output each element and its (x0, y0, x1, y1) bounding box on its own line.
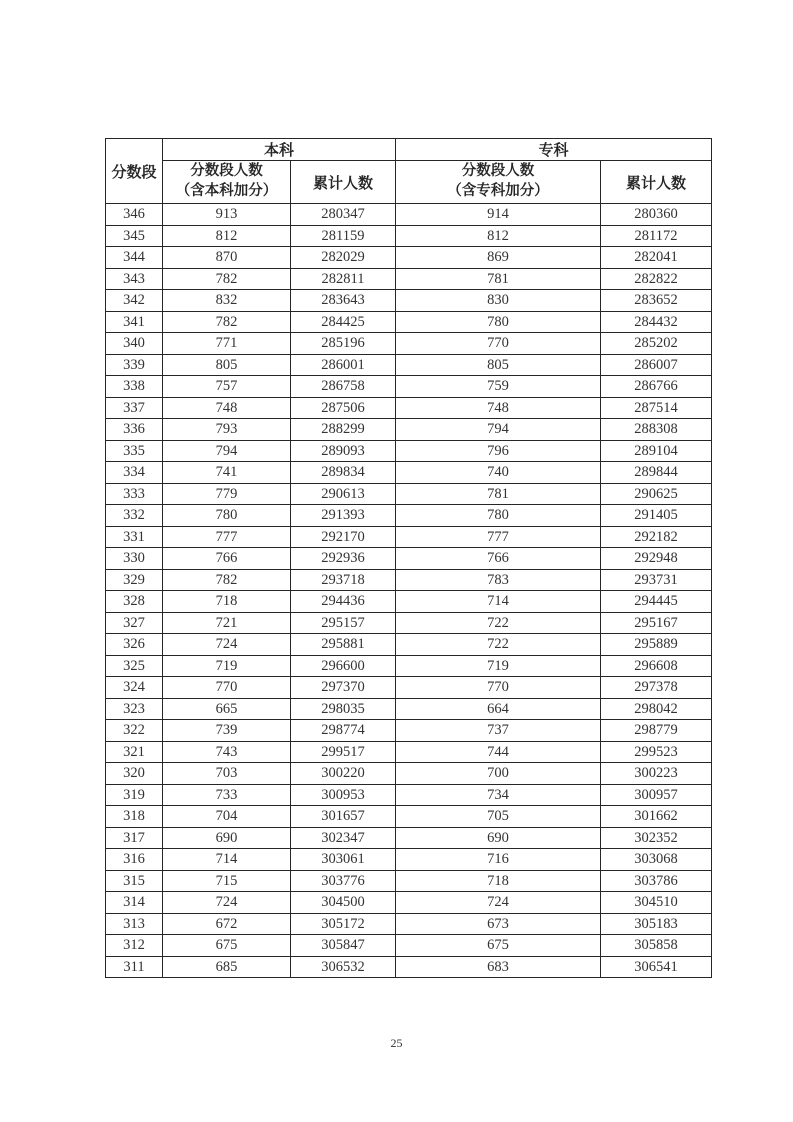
college-cumulative-cell: 300223 (601, 763, 712, 785)
college-cumulative-cell: 292948 (601, 548, 712, 570)
undergrad-cumulative-cell: 285196 (291, 333, 396, 355)
header-college-segment-count-line2: （含专科加分） (447, 183, 549, 199)
college-cumulative-cell: 284432 (601, 311, 712, 333)
undergrad-cumulative-cell: 284425 (291, 311, 396, 333)
college-cumulative-cell: 302352 (601, 827, 712, 849)
table-row (106, 720, 712, 742)
table-columns-header-row (106, 161, 712, 204)
undergrad-segment-count-cell: 741 (163, 462, 291, 484)
undergrad-segment-count-cell: 703 (163, 763, 291, 785)
table-row (106, 806, 712, 828)
table-row (106, 419, 712, 441)
college-segment-count-cell: 705 (396, 806, 601, 828)
table-row (106, 913, 712, 935)
undergrad-cumulative-cell: 298774 (291, 720, 396, 742)
table-row (106, 827, 712, 849)
college-cumulative-cell: 293731 (601, 569, 712, 591)
undergrad-cumulative-cell: 282811 (291, 268, 396, 290)
college-cumulative-cell: 282041 (601, 247, 712, 269)
undergrad-segment-count-cell: 690 (163, 827, 291, 849)
undergrad-segment-count-cell: 672 (163, 913, 291, 935)
college-segment-count-cell: 664 (396, 698, 601, 720)
score-segment-cell: 332 (106, 505, 163, 527)
college-cumulative-cell: 295889 (601, 634, 712, 656)
undergrad-cumulative-cell: 289834 (291, 462, 396, 484)
college-cumulative-cell: 280360 (601, 204, 712, 226)
table-row (106, 655, 712, 677)
undergrad-segment-count-cell: 913 (163, 204, 291, 226)
undergrad-segment-count-cell: 794 (163, 440, 291, 462)
score-segment-cell: 340 (106, 333, 163, 355)
header-college-segment-count (396, 161, 601, 204)
undergrad-segment-count-cell: 743 (163, 741, 291, 763)
table-row (106, 462, 712, 484)
score-segment-cell: 341 (106, 311, 163, 333)
score-segment-cell: 318 (106, 806, 163, 828)
undergrad-cumulative-cell: 303061 (291, 849, 396, 871)
undergrad-segment-count-cell: 665 (163, 698, 291, 720)
table-row (106, 397, 712, 419)
college-cumulative-cell: 286007 (601, 354, 712, 376)
college-segment-count-cell: 690 (396, 827, 601, 849)
undergrad-segment-count-cell: 771 (163, 333, 291, 355)
college-cumulative-cell: 288308 (601, 419, 712, 441)
header-group-college: 专科 (396, 139, 712, 161)
table-row (106, 677, 712, 699)
score-segment-cell: 313 (106, 913, 163, 935)
college-cumulative-cell: 300957 (601, 784, 712, 806)
table-row (106, 935, 712, 957)
score-segment-cell: 311 (106, 956, 163, 978)
college-segment-count-cell: 716 (396, 849, 601, 871)
score-segment-cell: 333 (106, 483, 163, 505)
undergrad-cumulative-cell: 295881 (291, 634, 396, 656)
college-cumulative-cell: 303068 (601, 849, 712, 871)
score-segment-cell: 342 (106, 290, 163, 312)
college-segment-count-cell: 748 (396, 397, 601, 419)
score-table-body (106, 204, 712, 978)
undergrad-cumulative-cell: 305172 (291, 913, 396, 935)
college-cumulative-cell: 292182 (601, 526, 712, 548)
undergrad-cumulative-cell: 303776 (291, 870, 396, 892)
header-college-cumulative: 累计人数 (601, 161, 712, 204)
table-row (106, 440, 712, 462)
college-segment-count-cell: 675 (396, 935, 601, 957)
undergrad-cumulative-cell: 292936 (291, 548, 396, 570)
college-segment-count-cell: 770 (396, 677, 601, 699)
college-segment-count-cell: 759 (396, 376, 601, 398)
score-segment-cell: 334 (106, 462, 163, 484)
score-segment-cell: 316 (106, 849, 163, 871)
undergrad-cumulative-cell: 282029 (291, 247, 396, 269)
undergrad-segment-count-cell: 782 (163, 268, 291, 290)
score-segment-cell: 324 (106, 677, 163, 699)
undergrad-cumulative-cell: 287506 (291, 397, 396, 419)
college-segment-count-cell: 734 (396, 784, 601, 806)
table-row (106, 225, 712, 247)
college-segment-count-cell: 781 (396, 483, 601, 505)
table-row (106, 311, 712, 333)
undergrad-cumulative-cell: 289093 (291, 440, 396, 462)
college-cumulative-cell: 296608 (601, 655, 712, 677)
table-row (106, 247, 712, 269)
undergrad-cumulative-cell: 292170 (291, 526, 396, 548)
undergrad-segment-count-cell: 770 (163, 677, 291, 699)
table-row (106, 290, 712, 312)
college-cumulative-cell: 281172 (601, 225, 712, 247)
score-segment-cell: 329 (106, 569, 163, 591)
score-segment-cell: 330 (106, 548, 163, 570)
score-segment-cell: 319 (106, 784, 163, 806)
undergrad-cumulative-cell: 288299 (291, 419, 396, 441)
table-row (106, 354, 712, 376)
table-row (106, 204, 712, 226)
score-segment-cell: 345 (106, 225, 163, 247)
header-college-segment-count-line1: 分数段人数 (461, 163, 535, 180)
college-cumulative-cell: 295167 (601, 612, 712, 634)
score-segment-cell: 323 (106, 698, 163, 720)
college-segment-count-cell: 766 (396, 548, 601, 570)
college-segment-count-cell: 719 (396, 655, 601, 677)
college-cumulative-cell: 290625 (601, 483, 712, 505)
college-segment-count-cell: 718 (396, 870, 601, 892)
undergrad-segment-count-cell: 715 (163, 870, 291, 892)
college-cumulative-cell: 283652 (601, 290, 712, 312)
undergrad-segment-count-cell: 832 (163, 290, 291, 312)
undergrad-cumulative-cell: 302347 (291, 827, 396, 849)
score-segment-cell: 322 (106, 720, 163, 742)
college-segment-count-cell: 869 (396, 247, 601, 269)
undergrad-segment-count-cell: 718 (163, 591, 291, 613)
undergrad-segment-count-cell: 704 (163, 806, 291, 828)
header-undergrad-segment-count-line1: 分数段人数 (190, 163, 263, 180)
score-segment-cell: 315 (106, 870, 163, 892)
college-segment-count-cell: 796 (396, 440, 601, 462)
table-row (106, 505, 712, 527)
college-segment-count-cell: 830 (396, 290, 601, 312)
undergrad-cumulative-cell: 286758 (291, 376, 396, 398)
score-segment-cell: 312 (106, 935, 163, 957)
table-group-header-row (106, 139, 712, 161)
score-segment-cell: 327 (106, 612, 163, 634)
college-segment-count-cell: 724 (396, 892, 601, 914)
score-segment-cell: 317 (106, 827, 163, 849)
college-cumulative-cell: 291405 (601, 505, 712, 527)
undergrad-segment-count-cell: 782 (163, 569, 291, 591)
table-row (106, 763, 712, 785)
table-row (106, 268, 712, 290)
header-group-undergrad: 本科 (163, 139, 396, 161)
college-cumulative-cell: 305858 (601, 935, 712, 957)
score-segment-cell: 338 (106, 376, 163, 398)
undergrad-cumulative-cell: 301657 (291, 806, 396, 828)
undergrad-cumulative-cell: 291393 (291, 505, 396, 527)
college-cumulative-cell: 289844 (601, 462, 712, 484)
table-row (106, 892, 712, 914)
table-row (106, 849, 712, 871)
college-cumulative-cell: 303786 (601, 870, 712, 892)
undergrad-cumulative-cell: 283643 (291, 290, 396, 312)
undergrad-segment-count-cell: 812 (163, 225, 291, 247)
college-segment-count-cell: 805 (396, 354, 601, 376)
college-cumulative-cell: 298779 (601, 720, 712, 742)
undergrad-segment-count-cell: 721 (163, 612, 291, 634)
score-segment-cell: 325 (106, 655, 163, 677)
table-row (106, 333, 712, 355)
table-row (106, 591, 712, 613)
header-undergrad-cumulative: 累计人数 (291, 161, 396, 204)
undergrad-segment-count-cell: 793 (163, 419, 291, 441)
undergrad-segment-count-cell: 739 (163, 720, 291, 742)
college-cumulative-cell: 287514 (601, 397, 712, 419)
undergrad-cumulative-cell: 294436 (291, 591, 396, 613)
score-segment-cell: 331 (106, 526, 163, 548)
college-segment-count-cell: 914 (396, 204, 601, 226)
undergrad-cumulative-cell: 305847 (291, 935, 396, 957)
score-segment-cell: 326 (106, 634, 163, 656)
undergrad-segment-count-cell: 777 (163, 526, 291, 548)
college-segment-count-cell: 794 (396, 419, 601, 441)
undergrad-cumulative-cell: 298035 (291, 698, 396, 720)
table-header (106, 139, 712, 204)
undergrad-segment-count-cell: 733 (163, 784, 291, 806)
undergrad-cumulative-cell: 290613 (291, 483, 396, 505)
undergrad-segment-count-cell: 719 (163, 655, 291, 677)
undergrad-segment-count-cell: 805 (163, 354, 291, 376)
college-cumulative-cell: 297378 (601, 677, 712, 699)
table-row (106, 634, 712, 656)
college-cumulative-cell: 286766 (601, 376, 712, 398)
college-cumulative-cell: 299523 (601, 741, 712, 763)
score-segment-cell: 339 (106, 354, 163, 376)
college-cumulative-cell: 282822 (601, 268, 712, 290)
college-cumulative-cell: 301662 (601, 806, 712, 828)
college-cumulative-cell: 304510 (601, 892, 712, 914)
college-segment-count-cell: 777 (396, 526, 601, 548)
score-segment-cell: 344 (106, 247, 163, 269)
college-cumulative-cell: 285202 (601, 333, 712, 355)
college-cumulative-cell: 306541 (601, 956, 712, 978)
header-undergrad-segment-count (163, 161, 291, 204)
table-row (106, 612, 712, 634)
undergrad-segment-count-cell: 748 (163, 397, 291, 419)
table-row (106, 483, 712, 505)
undergrad-cumulative-cell: 300953 (291, 784, 396, 806)
college-segment-count-cell: 700 (396, 763, 601, 785)
score-segment-cell: 343 (106, 268, 163, 290)
undergrad-segment-count-cell: 766 (163, 548, 291, 570)
undergrad-cumulative-cell: 304500 (291, 892, 396, 914)
table-row (106, 698, 712, 720)
table-row (106, 956, 712, 978)
score-segment-cell: 346 (106, 204, 163, 226)
college-segment-count-cell: 740 (396, 462, 601, 484)
undergrad-cumulative-cell: 280347 (291, 204, 396, 226)
college-cumulative-cell: 305183 (601, 913, 712, 935)
college-segment-count-cell: 673 (396, 913, 601, 935)
college-cumulative-cell: 298042 (601, 698, 712, 720)
undergrad-cumulative-cell: 293718 (291, 569, 396, 591)
undergrad-segment-count-cell: 870 (163, 247, 291, 269)
college-segment-count-cell: 683 (396, 956, 601, 978)
table-row (106, 526, 712, 548)
table-row (106, 741, 712, 763)
college-cumulative-cell: 294445 (601, 591, 712, 613)
undergrad-cumulative-cell: 295157 (291, 612, 396, 634)
undergrad-segment-count-cell: 724 (163, 634, 291, 656)
table-row (106, 569, 712, 591)
undergrad-cumulative-cell: 281159 (291, 225, 396, 247)
college-segment-count-cell: 770 (396, 333, 601, 355)
college-segment-count-cell: 714 (396, 591, 601, 613)
undergrad-cumulative-cell: 299517 (291, 741, 396, 763)
undergrad-segment-count-cell: 724 (163, 892, 291, 914)
undergrad-segment-count-cell: 779 (163, 483, 291, 505)
score-segment-cell: 337 (106, 397, 163, 419)
college-segment-count-cell: 737 (396, 720, 601, 742)
undergrad-cumulative-cell: 286001 (291, 354, 396, 376)
college-segment-count-cell: 780 (396, 505, 601, 527)
college-segment-count-cell: 812 (396, 225, 601, 247)
table-row (106, 870, 712, 892)
undergrad-segment-count-cell: 757 (163, 376, 291, 398)
page-number: 25 (390, 1036, 403, 1050)
score-segment-cell: 321 (106, 741, 163, 763)
undergrad-cumulative-cell: 300220 (291, 763, 396, 785)
undergrad-segment-count-cell: 780 (163, 505, 291, 527)
table-row (106, 376, 712, 398)
undergrad-cumulative-cell: 306532 (291, 956, 396, 978)
college-cumulative-cell: 289104 (601, 440, 712, 462)
header-undergrad-segment-count-line2: （含本科加分） (175, 183, 278, 199)
score-segment-cell: 328 (106, 591, 163, 613)
score-segment-cell: 320 (106, 763, 163, 785)
undergrad-segment-count-cell: 675 (163, 935, 291, 957)
undergrad-segment-count-cell: 782 (163, 311, 291, 333)
table-row (106, 548, 712, 570)
college-segment-count-cell: 744 (396, 741, 601, 763)
college-segment-count-cell: 783 (396, 569, 601, 591)
score-segment-cell: 314 (106, 892, 163, 914)
undergrad-cumulative-cell: 296600 (291, 655, 396, 677)
table-row (106, 784, 712, 806)
header-score-segment: 分数段 (106, 139, 163, 204)
college-segment-count-cell: 780 (396, 311, 601, 333)
score-segment-cell: 336 (106, 419, 163, 441)
college-segment-count-cell: 722 (396, 612, 601, 634)
score-distribution-table (105, 138, 712, 978)
score-segment-cell: 335 (106, 440, 163, 462)
undergrad-segment-count-cell: 685 (163, 956, 291, 978)
college-segment-count-cell: 781 (396, 268, 601, 290)
undergrad-segment-count-cell: 714 (163, 849, 291, 871)
college-segment-count-cell: 722 (396, 634, 601, 656)
undergrad-cumulative-cell: 297370 (291, 677, 396, 699)
